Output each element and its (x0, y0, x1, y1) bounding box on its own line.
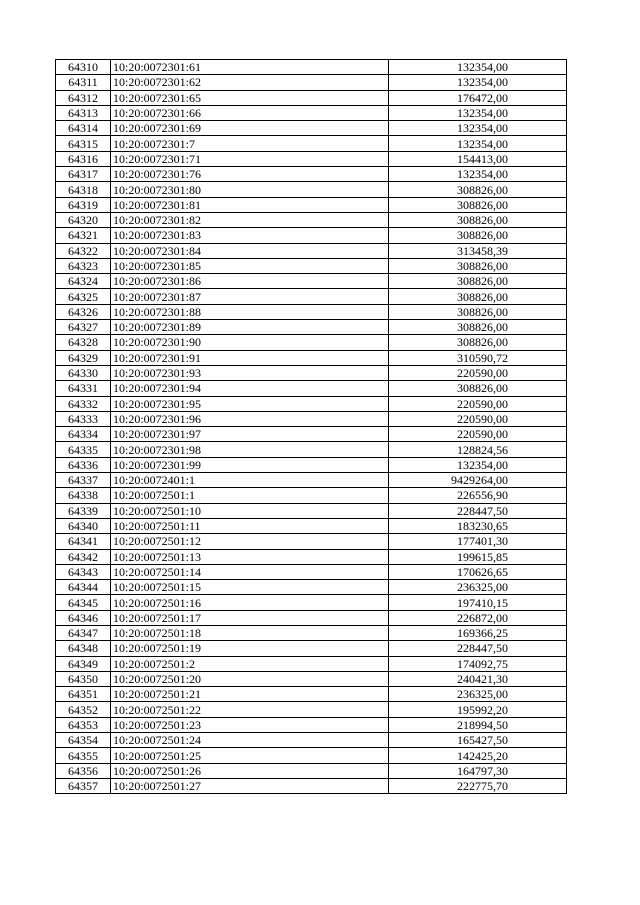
table-row (56, 580, 567, 595)
table-body (56, 60, 567, 794)
cadastral-value-cell: 218994,50 (389, 717, 567, 732)
cadastral-number-cell: 10:20:0072501:14 (111, 564, 389, 579)
table-row (56, 136, 567, 151)
table-row (56, 167, 567, 182)
cadastral-value-cell: 240421,30 (389, 671, 567, 686)
row-number-cell: 64350 (56, 671, 111, 686)
cadastral-number-cell: 10:20:0072301:80 (111, 182, 389, 197)
row-number-cell: 64342 (56, 549, 111, 564)
cadastral-value-cell: 177401,30 (389, 534, 567, 549)
table-row (56, 610, 567, 625)
table-row (56, 442, 567, 457)
cadastral-number-cell: 10:20:0072301:90 (111, 335, 389, 350)
cadastral-value-cell: 154413,00 (389, 151, 567, 166)
table-row (56, 778, 567, 793)
cadastral-value-cell: 220590,00 (389, 411, 567, 426)
cadastral-number-cell: 10:20:0072301:84 (111, 243, 389, 258)
table-row (56, 182, 567, 197)
row-number-cell: 64320 (56, 212, 111, 227)
table-row (56, 60, 567, 75)
row-number-cell: 64321 (56, 228, 111, 243)
cadastral-value-cell: 132354,00 (389, 457, 567, 472)
cadastral-number-cell: 10:20:0072501:25 (111, 748, 389, 763)
cadastral-number-cell: 10:20:0072401:1 (111, 473, 389, 488)
row-number-cell: 64319 (56, 197, 111, 212)
table-row (56, 121, 567, 136)
row-number-cell: 64311 (56, 75, 111, 90)
cadastral-value-cell: 308826,00 (389, 381, 567, 396)
cadastral-number-cell: 10:20:0072501:21 (111, 687, 389, 702)
row-number-cell: 64328 (56, 335, 111, 350)
cadastral-value-cell: 165427,50 (389, 733, 567, 748)
row-number-cell: 64313 (56, 105, 111, 120)
table-row (56, 625, 567, 640)
cadastral-value-cell: 132354,00 (389, 167, 567, 182)
table-row (56, 228, 567, 243)
row-number-cell: 64332 (56, 396, 111, 411)
row-number-cell: 64352 (56, 702, 111, 717)
cadastral-number-cell: 10:20:0072301:7 (111, 136, 389, 151)
cadastral-value-cell: 142425,20 (389, 748, 567, 763)
cadastral-value-cell: 236325,00 (389, 687, 567, 702)
cadastral-number-cell: 10:20:0072301:99 (111, 457, 389, 472)
cadastral-number-cell: 10:20:0072501:13 (111, 549, 389, 564)
cadastral-value-cell: 176472,00 (389, 90, 567, 105)
cadastral-number-cell: 10:20:0072301:83 (111, 228, 389, 243)
table-row (56, 457, 567, 472)
cadastral-number-cell: 10:20:0072301:61 (111, 60, 389, 75)
table-row (56, 549, 567, 564)
table-row (56, 411, 567, 426)
row-number-cell: 64323 (56, 258, 111, 273)
table-row (56, 335, 567, 350)
table-row (56, 518, 567, 533)
table-row (56, 258, 567, 273)
table-row (56, 473, 567, 488)
row-number-cell: 64333 (56, 411, 111, 426)
cadastral-value-cell: 169366,25 (389, 625, 567, 640)
cadastral-value-cell: 313458,39 (389, 243, 567, 258)
cadastral-number-cell: 10:20:0072501:2 (111, 656, 389, 671)
cadastral-value-cell: 195992,20 (389, 702, 567, 717)
cadastral-value-cell: 308826,00 (389, 197, 567, 212)
row-number-cell: 64356 (56, 763, 111, 778)
cadastral-value-cell: 226556,90 (389, 488, 567, 503)
table-row (56, 212, 567, 227)
table-row (56, 243, 567, 258)
row-number-cell: 64325 (56, 289, 111, 304)
row-number-cell: 64335 (56, 442, 111, 457)
row-number-cell: 64351 (56, 687, 111, 702)
row-number-cell: 64318 (56, 182, 111, 197)
table-row (56, 671, 567, 686)
cadastral-number-cell: 10:20:0072501:22 (111, 702, 389, 717)
row-number-cell: 64348 (56, 641, 111, 656)
cadastral-number-cell: 10:20:0072501:10 (111, 503, 389, 518)
cadastral-value-cell: 132354,00 (389, 75, 567, 90)
table-row (56, 320, 567, 335)
cadastral-value-cell: 308826,00 (389, 335, 567, 350)
table-row (56, 748, 567, 763)
cadastral-number-cell: 10:20:0072301:71 (111, 151, 389, 166)
table-row (56, 90, 567, 105)
cadastral-number-cell: 10:20:0072301:88 (111, 304, 389, 319)
row-number-cell: 64314 (56, 121, 111, 136)
table-row (56, 350, 567, 365)
table-row (56, 304, 567, 319)
row-number-cell: 64330 (56, 365, 111, 380)
cadastral-number-cell: 10:20:0072501:20 (111, 671, 389, 686)
cadastral-value-cell: 308826,00 (389, 274, 567, 289)
row-number-cell: 64339 (56, 503, 111, 518)
table-row (56, 105, 567, 120)
cadastral-number-cell: 10:20:0072501:15 (111, 580, 389, 595)
table-row (56, 75, 567, 90)
cadastral-number-cell: 10:20:0072301:62 (111, 75, 389, 90)
cadastral-number-cell: 10:20:0072301:94 (111, 381, 389, 396)
cadastral-number-cell: 10:20:0072301:97 (111, 427, 389, 442)
cadastral-value-cell: 132354,00 (389, 136, 567, 151)
cadastral-value-cell: 132354,00 (389, 121, 567, 136)
row-number-cell: 64353 (56, 717, 111, 732)
table-row (56, 427, 567, 442)
row-number-cell: 64338 (56, 488, 111, 503)
table-row (56, 274, 567, 289)
row-number-cell: 64343 (56, 564, 111, 579)
table-row (56, 656, 567, 671)
cadastral-value-cell: 236325,00 (389, 580, 567, 595)
row-number-cell: 64310 (56, 60, 111, 75)
cadastral-number-cell: 10:20:0072501:11 (111, 518, 389, 533)
table-row (56, 717, 567, 732)
table-row (56, 595, 567, 610)
cadastral-value-cell: 132354,00 (389, 105, 567, 120)
table-row (56, 151, 567, 166)
cadastral-number-cell: 10:20:0072501:27 (111, 778, 389, 793)
cadastral-number-cell: 10:20:0072501:18 (111, 625, 389, 640)
table-row (56, 488, 567, 503)
row-number-cell: 64337 (56, 473, 111, 488)
table-row (56, 365, 567, 380)
cadastral-value-cell: 220590,00 (389, 365, 567, 380)
row-number-cell: 64326 (56, 304, 111, 319)
cadastral-number-cell: 10:20:0072301:93 (111, 365, 389, 380)
row-number-cell: 64334 (56, 427, 111, 442)
cadastral-number-cell: 10:20:0072301:85 (111, 258, 389, 273)
cadastral-value-cell: 9429264,00 (389, 473, 567, 488)
row-number-cell: 64344 (56, 580, 111, 595)
cadastral-value-cell: 308826,00 (389, 320, 567, 335)
cadastral-value-cell: 226872,00 (389, 610, 567, 625)
row-number-cell: 64322 (56, 243, 111, 258)
cadastral-number-cell: 10:20:0072501:19 (111, 641, 389, 656)
cadastral-number-cell: 10:20:0072501:16 (111, 595, 389, 610)
row-number-cell: 64354 (56, 733, 111, 748)
cadastral-number-cell: 10:20:0072301:82 (111, 212, 389, 227)
table-row (56, 503, 567, 518)
row-number-cell: 64340 (56, 518, 111, 533)
row-number-cell: 64347 (56, 625, 111, 640)
cadastral-value-cell: 308826,00 (389, 289, 567, 304)
cadastral-number-cell: 10:20:0072501:23 (111, 717, 389, 732)
cadastral-value-cell: 308826,00 (389, 212, 567, 227)
cadastral-value-cell: 132354,00 (389, 60, 567, 75)
cadastral-value-cell: 308826,00 (389, 228, 567, 243)
cadastral-number-cell: 10:20:0072301:81 (111, 197, 389, 212)
cadastral-number-cell: 10:20:0072301:76 (111, 167, 389, 182)
row-number-cell: 64312 (56, 90, 111, 105)
cadastral-number-cell: 10:20:0072301:96 (111, 411, 389, 426)
table-row (56, 381, 567, 396)
cadastral-value-table (55, 59, 567, 794)
cadastral-number-cell: 10:20:0072301:89 (111, 320, 389, 335)
cadastral-number-cell: 10:20:0072301:66 (111, 105, 389, 120)
table-row (56, 197, 567, 212)
row-number-cell: 64329 (56, 350, 111, 365)
row-number-cell: 64336 (56, 457, 111, 472)
row-number-cell: 64346 (56, 610, 111, 625)
cadastral-number-cell: 10:20:0072301:87 (111, 289, 389, 304)
cadastral-number-cell: 10:20:0072501:1 (111, 488, 389, 503)
cadastral-value-cell: 308826,00 (389, 304, 567, 319)
cadastral-value-cell: 220590,00 (389, 427, 567, 442)
row-number-cell: 64341 (56, 534, 111, 549)
row-number-cell: 64357 (56, 778, 111, 793)
cadastral-value-cell: 197410,15 (389, 595, 567, 610)
cadastral-value-cell: 164797,30 (389, 763, 567, 778)
cadastral-value-cell: 308826,00 (389, 258, 567, 273)
table-row (56, 733, 567, 748)
cadastral-value-cell: 220590,00 (389, 396, 567, 411)
cadastral-value-cell: 228447,50 (389, 641, 567, 656)
cadastral-value-cell: 308826,00 (389, 182, 567, 197)
row-number-cell: 64317 (56, 167, 111, 182)
cadastral-number-cell: 10:20:0072301:91 (111, 350, 389, 365)
table-row (56, 641, 567, 656)
cadastral-number-cell: 10:20:0072301:86 (111, 274, 389, 289)
cadastral-value-cell: 222775,70 (389, 778, 567, 793)
table-row (56, 534, 567, 549)
cadastral-value-cell: 199615,85 (389, 549, 567, 564)
row-number-cell: 64315 (56, 136, 111, 151)
cadastral-number-cell: 10:20:0072501:12 (111, 534, 389, 549)
cadastral-value-cell: 183230,65 (389, 518, 567, 533)
cadastral-number-cell: 10:20:0072501:26 (111, 763, 389, 778)
table-row (56, 702, 567, 717)
cadastral-number-cell: 10:20:0072501:17 (111, 610, 389, 625)
table-row (56, 396, 567, 411)
table-row (56, 687, 567, 702)
table-row (56, 289, 567, 304)
cadastral-number-cell: 10:20:0072301:69 (111, 121, 389, 136)
cadastral-number-cell: 10:20:0072301:65 (111, 90, 389, 105)
cadastral-number-cell: 10:20:0072301:95 (111, 396, 389, 411)
cadastral-value-cell: 228447,50 (389, 503, 567, 518)
table-row (56, 763, 567, 778)
cadastral-number-cell: 10:20:0072501:24 (111, 733, 389, 748)
row-number-cell: 64316 (56, 151, 111, 166)
row-number-cell: 64345 (56, 595, 111, 610)
cadastral-number-cell: 10:20:0072301:98 (111, 442, 389, 457)
row-number-cell: 64324 (56, 274, 111, 289)
row-number-cell: 64327 (56, 320, 111, 335)
cadastral-value-cell: 128824,56 (389, 442, 567, 457)
row-number-cell: 64331 (56, 381, 111, 396)
row-number-cell: 64349 (56, 656, 111, 671)
table-row (56, 564, 567, 579)
cadastral-value-cell: 174092,75 (389, 656, 567, 671)
cadastral-value-cell: 310590,72 (389, 350, 567, 365)
row-number-cell: 64355 (56, 748, 111, 763)
cadastral-value-cell: 170626,65 (389, 564, 567, 579)
